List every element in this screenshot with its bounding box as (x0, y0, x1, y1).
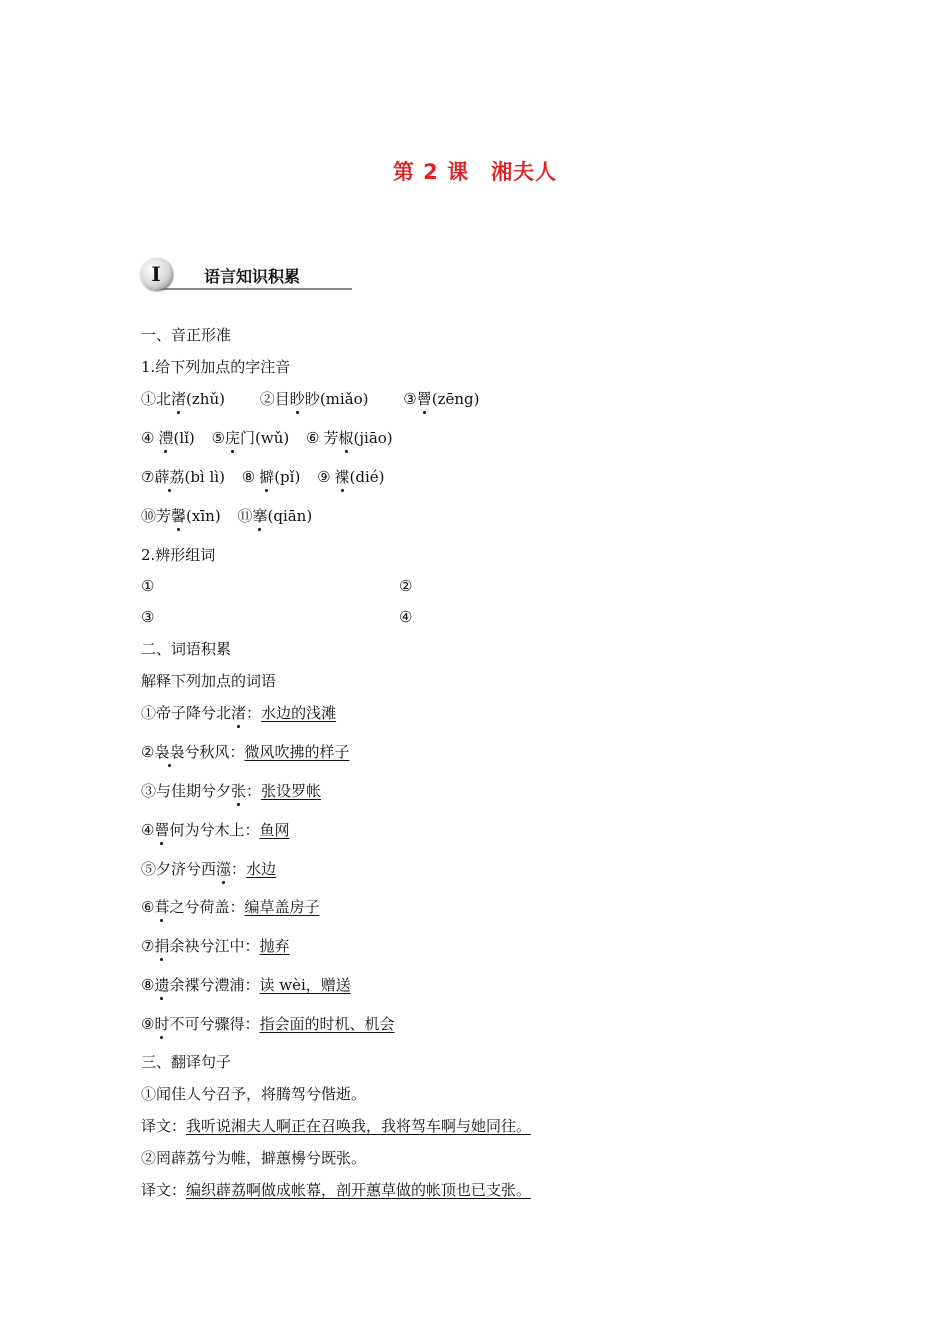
vocab-answer: 编草盖房子 (244, 898, 320, 916)
vocab-answer: 鱼网 (259, 821, 290, 839)
vocab-answer: 水边 (246, 860, 277, 878)
blank-3: ③ (141, 608, 155, 626)
pinyin-item: ①北渚(zhǔ) (141, 390, 225, 408)
pinyin-item: ②目眇眇(miǎo) (259, 390, 369, 408)
pinyin-row (141, 389, 480, 409)
pinyin-row (141, 467, 385, 487)
banner-underline (158, 288, 352, 290)
vocab-answer: 水边的浅滩 (261, 704, 337, 722)
blank-1: ① (141, 577, 155, 595)
blank-2: ② (399, 577, 413, 595)
vocab-item: ⑦捐余袂兮江中：抛弃 (141, 937, 290, 955)
vocab-item: ⑧遗余褋兮澧浦：读 wèi，赠送 (141, 976, 351, 994)
translation-line: 译文：我听说湘夫人啊正在召唤我，我将驾车啊与她同往。 (141, 1117, 532, 1135)
pinyin-item: ④ 澧(lǐ) (141, 429, 195, 447)
section-heading: 语言知识积累 (204, 267, 301, 286)
vocab-answer: 指会面的时机、机会 (259, 1015, 395, 1033)
vocab-item: ②袅袅兮秋风：微风吹拂的样子 (141, 743, 350, 761)
pinyin-row (141, 506, 312, 526)
pinyin-item: ⑤庑门(wǔ) (211, 429, 290, 447)
pinyin-item: ⑨ 褋(dié) (317, 468, 385, 486)
pinyin-item: ⑥ 芳椒(jiāo) (306, 429, 393, 447)
vocab-item: ①帝子降兮北渚：水边的浅滩 (141, 704, 337, 722)
vocab-answer: 抛弃 (259, 937, 290, 955)
source-sentence: ①闻佳人兮召予，将腾驾兮偕逝。 (141, 1085, 367, 1103)
translation-line: 译文：编织薜荔啊做成帐幕，剖开蕙草做的帐顶也已支张。 (141, 1181, 532, 1199)
vocab-answer: 张设罗帐 (261, 782, 322, 800)
vocab-answer: 读 wèi，赠送 (259, 976, 351, 994)
section-number-badge: I (140, 258, 172, 290)
section-banner (140, 258, 352, 292)
question-1-prompt: 1.给下列加点的字注音 (141, 358, 291, 376)
pinyin-item: ③罾(zēng) (403, 390, 480, 408)
vocab-item: ④罾何为兮木上：鱼网 (141, 821, 290, 839)
translation-answer: 编织薜荔啊做成帐幕，剖开蕙草做的帐顶也已支张。 (186, 1181, 532, 1199)
part2-heading: 二、词语积累 (141, 640, 232, 658)
vocab-item: ⑤夕济兮西澨：水边 (141, 860, 277, 878)
pinyin-item: ⑦薜荔(bì lì) (141, 468, 225, 486)
pinyin-item: ⑧ 擗(pǐ) (241, 468, 301, 486)
vocab-item: ⑨时不可兮骤得：指会面的时机、机会 (141, 1015, 395, 1033)
vocab-answer: 微风吹拂的样子 (244, 743, 350, 761)
pinyin-row (141, 428, 393, 448)
vocab-item: ⑥葺之兮荷盖：编草盖房子 (141, 898, 320, 916)
question-2-prompt: 2.辨形组词 (141, 546, 216, 564)
blank-4: ④ (399, 608, 413, 626)
source-sentence: ②罔薜荔兮为帷，擗蕙櫋兮既张。 (141, 1149, 367, 1167)
translation-answer: 我听说湘夫人啊正在召唤我，我将驾车啊与她同往。 (186, 1117, 532, 1135)
part3-heading: 三、翻译句子 (141, 1053, 232, 1071)
page-title: 第 2 课 湘夫人 (392, 160, 558, 184)
pinyin-item: ⑩芳馨(xīn) (141, 507, 221, 525)
part2-instruction: 解释下列加点的词语 (141, 672, 277, 690)
part1-heading: 一、音正形准 (141, 326, 232, 344)
vocab-item: ③与佳期兮夕张：张设罗帐 (141, 782, 322, 800)
pinyin-item: ⑪搴(qiān) (237, 507, 313, 525)
